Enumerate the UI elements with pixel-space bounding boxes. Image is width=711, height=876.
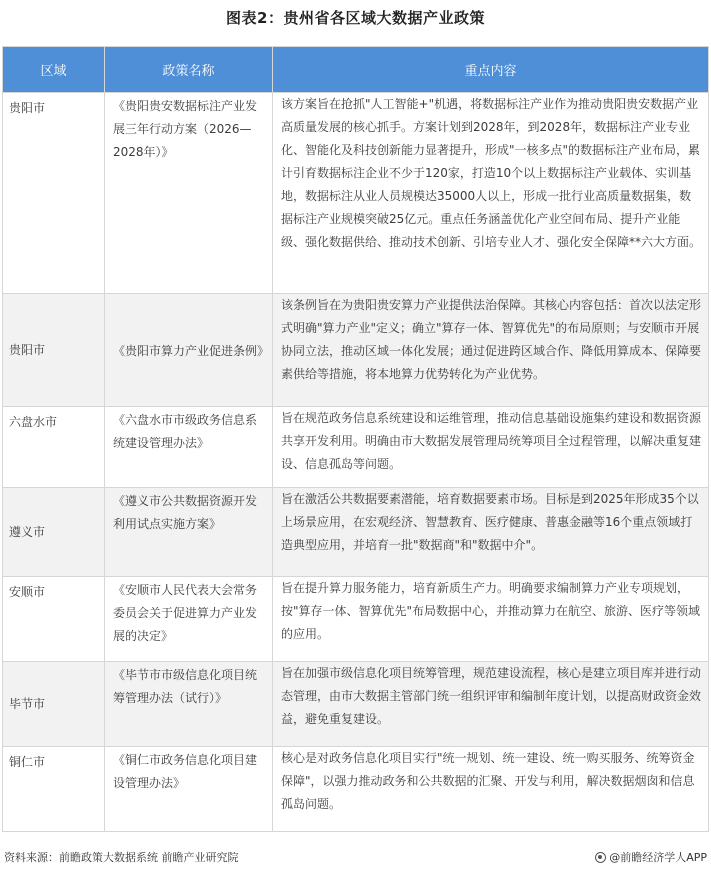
region-cell: 遵义市 <box>3 488 105 577</box>
region-cell: 毕节市 <box>3 662 105 747</box>
table-header-row <box>3 47 709 93</box>
policy-table <box>2 46 709 832</box>
table-row <box>3 747 709 832</box>
policy-name-cell: 《铜仁市政务信息化项目建设管理办法》 <box>105 747 273 832</box>
header-key-content: 重点内容 <box>273 47 709 93</box>
qianzhan-logo-icon <box>595 852 606 863</box>
region-cell: 贵阳市 <box>3 93 105 294</box>
table-row <box>3 294 709 407</box>
header-region: 区域 <box>3 47 105 93</box>
content-cell: 旨在规范政务信息系统建设和运维管理，推动信息基础设施集约建设和数据资源共享开发利用。明确由市大数据发展管理局统筹项目全过程管理，以解决重复建设、信息孤岛等问题。 <box>273 407 709 488</box>
table-row <box>3 488 709 577</box>
policy-name-cell: 《毕节市市级信息化项目统筹管理办法（试行）》 <box>105 662 273 747</box>
content-cell: 旨在加强市级信息化项目统筹管理，规范建设流程，核心是建立项目库并进行动态管理，由市大数据主管部门统一组织评审和编制年度计划，以提高财政资金效益，避免重复建设。 <box>273 662 709 747</box>
chart-title: 图表2：贵州省各区域大数据产业政策 <box>226 9 485 27</box>
region-cell: 铜仁市 <box>3 747 105 832</box>
brand-footer <box>595 849 707 865</box>
header-policy-name: 政策名称 <box>105 47 273 93</box>
brand-label: @前瞻经济学人APP <box>609 851 707 864</box>
content-cell: 该条例旨在为贵阳贵安算力产业提供法治保障。其核心内容包括：首次以法定形式明确"算力产业"定义；确立"算存一体、智算优先"的布局原则；与安顺市开展协同立法，推动区域一体化发展；通过促进跨区域合作、降低用算成本、保障要素供给等措施，将本地算力优势转化为产业优势。 <box>273 294 709 407</box>
policy-name-cell: 《贵阳市算力产业促进条例》 <box>105 294 273 407</box>
source-note: 资料来源：前瞻政策大数据系统 前瞻产业研究院 <box>4 851 239 864</box>
table-row <box>3 577 709 662</box>
policy-name-cell: 《遵义市公共数据资源开发利用试点实施方案》 <box>105 488 273 577</box>
content-cell: 该方案旨在抢抓"人工智能+"机遇，将数据标注产业作为推动贵阳贵安数据产业高质量发展的核心抓手。方案计划到2028年，到2028年，数据标注产业专业化、智能化及科技创新能力显著提升，形成"一核多点"的数据标注产业布局，累计引育数据标注企业不少于120家，打造10个以上数据标注产业载体、实训基地，数据标注从业人员规模达35000人以上，形成一批行业高质量数据集，数据标注产业规模突破25亿元。重点任务涵盖优化产业空间布局、提升产业能级、强化数据供给、推动技术创新、引培专业人才、强化安全保障**六大方面。 <box>273 93 709 294</box>
policy-name-cell: 《贵阳贵安数据标注产业发展三年行动方案（2026—2028年）》 <box>105 93 273 294</box>
region-cell: 贵阳市 <box>3 294 105 407</box>
content-cell: 核心是对政务信息化项目实行"统一规划、统一建设、统一购买服务、统筹资金保障"，以强力推动政务和公共数据的汇聚、开发与利用，解决数据烟囱和信息孤岛问题。 <box>273 747 709 832</box>
content-cell: 旨在提升算力服务能力，培育新质生产力。明确要求编制算力产业专项规划，按"算存一体、智算优先"布局数据中心，并推动算力在航空、旅游、医疗等领域的应用。 <box>273 577 709 662</box>
region-cell: 安顺市 <box>3 577 105 662</box>
content-cell: 旨在激活公共数据要素潜能，培育数据要素市场。目标是到2025年形成35个以上场景应用，在宏观经济、智慧教育、医疗健康、普惠金融等16个重点领域打造典型应用，并培育一批"数据商"和"数据中介"。 <box>273 488 709 577</box>
table-row <box>3 407 709 488</box>
table-row <box>3 662 709 747</box>
table-row <box>3 93 709 294</box>
region-cell: 六盘水市 <box>3 407 105 488</box>
policy-name-cell: 《六盘水市市级政务信息系统建设管理办法》 <box>105 407 273 488</box>
policy-name-cell: 《安顺市人民代表大会常务委员会关于促进算力产业发展的决定》 <box>105 577 273 662</box>
